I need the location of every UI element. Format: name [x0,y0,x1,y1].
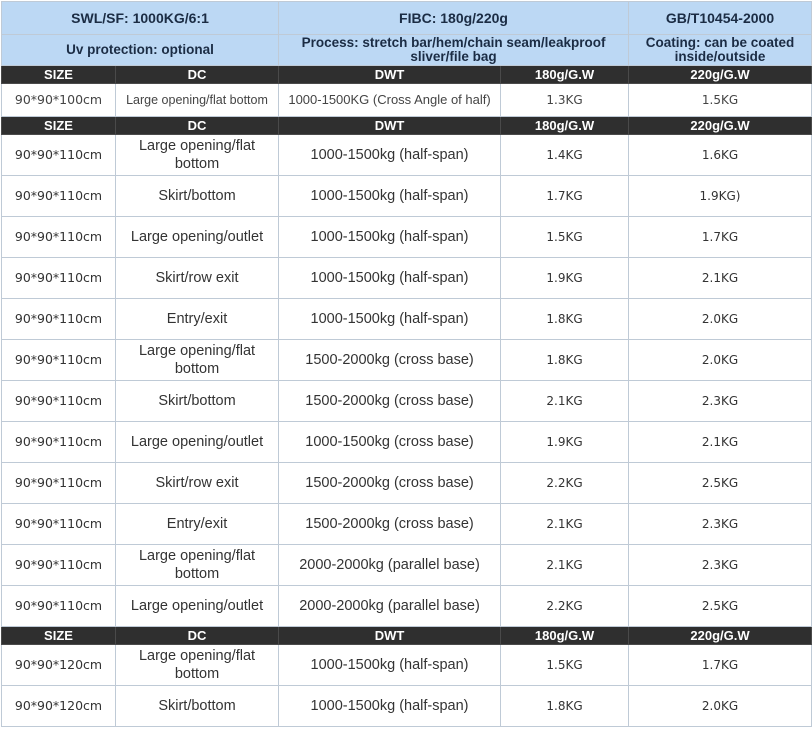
dwt-cell: 1000-1500kg (half-span) [279,135,501,176]
standard-cell: GB/T10454-2000 [629,2,812,35]
header-row-2 [2,35,812,66]
g180-cell: 2.1KG [501,504,629,545]
dc-cell: Large opening/outlet [116,217,279,258]
dwt-cell: 1000-1500kg (half-span) [279,217,501,258]
process-cell: Process: stretch bar/hem/chain seam/leakproof sliver/file bag [279,35,629,66]
dwt-cell: 2000-2000kg (parallel base) [279,586,501,627]
size-cell: 90*90*110cm [2,217,116,258]
g180-cell: 1.5KG [501,645,629,686]
table-row [2,217,812,258]
column-header-180g: 180g/G.W [501,117,629,135]
g220-cell: 2.3KG [629,381,812,422]
dwt-cell: 1000-1500kg (half-span) [279,686,501,727]
g180-cell: 1.9KG [501,422,629,463]
dc-cell: Entry/exit [116,504,279,545]
coating-cell: Coating: can be coated inside/outside [629,35,812,66]
g220-cell: 2.5KG [629,586,812,627]
g180-cell: 1.5KG [501,217,629,258]
column-header-size: SIZE [2,627,116,645]
dwt-cell: 1500-2000kg (cross base) [279,340,501,381]
size-cell: 90*90*110cm [2,586,116,627]
size-cell: 90*90*120cm [2,686,116,727]
g220-cell: 2.3KG [629,504,812,545]
g180-cell: 1.8KG [501,340,629,381]
size-cell: 90*90*120cm [2,645,116,686]
dc-cell: Entry/exit [116,299,279,340]
dwt-cell: 1000-1500kg (half-span) [279,176,501,217]
size-cell: 90*90*110cm [2,299,116,340]
g220-cell: 2.1KG [629,422,812,463]
column-header-dwt: DWT [279,66,501,84]
g180-cell: 1.4KG [501,135,629,176]
size-cell: 90*90*110cm [2,258,116,299]
g220-cell: 2.0KG [629,340,812,381]
column-header-dc: DC [116,66,279,84]
size-cell: 90*90*110cm [2,463,116,504]
size-cell: 90*90*110cm [2,340,116,381]
table-row [2,686,812,727]
fibc-spec-table [1,1,812,727]
g180-cell: 1.7KG [501,176,629,217]
g180-cell: 2.1KG [501,381,629,422]
uv-protection-cell: Uv protection: optional [2,35,279,66]
table-row [2,176,812,217]
dwt-cell: 1000-1500KG (Cross Angle of half) [279,84,501,117]
table-row [2,258,812,299]
size-cell: 90*90*110cm [2,381,116,422]
size-cell: 90*90*110cm [2,135,116,176]
column-header-row [2,627,812,645]
size-cell: 90*90*100cm [2,84,116,117]
column-header-size: SIZE [2,66,116,84]
g180-cell: 2.2KG [501,463,629,504]
column-header-220g: 220g/G.W [629,627,812,645]
dc-cell: Skirt/bottom [116,176,279,217]
header-row-1 [2,2,812,35]
swl-sf-cell: SWL/SF: 1000KG/6:1 [2,2,279,35]
g180-cell: 1.9KG [501,258,629,299]
g220-cell: 1.7KG [629,217,812,258]
g220-cell: 2.3KG [629,545,812,586]
column-header-dwt: DWT [279,627,501,645]
column-header-dc: DC [116,627,279,645]
dwt-cell: 1000-1500kg (cross base) [279,422,501,463]
dc-cell: Large opening/flat bottom [116,340,279,381]
size-cell: 90*90*110cm [2,176,116,217]
table-row [2,135,812,176]
dc-cell: Large opening/outlet [116,586,279,627]
dc-cell: Skirt/row exit [116,258,279,299]
size-cell: 90*90*110cm [2,504,116,545]
size-cell: 90*90*110cm [2,422,116,463]
dc-cell: Skirt/bottom [116,381,279,422]
g220-cell: 1.5KG [629,84,812,117]
dc-cell: Large opening/flat bottom [116,645,279,686]
g180-cell: 1.3KG [501,84,629,117]
g220-cell: 1.7KG [629,645,812,686]
table-row [2,463,812,504]
table-row [2,545,812,586]
dc-cell: Large opening/outlet [116,422,279,463]
dwt-cell: 1500-2000kg (cross base) [279,463,501,504]
g220-cell: 2.5KG [629,463,812,504]
column-header-180g: 180g/G.W [501,66,629,84]
column-header-size: SIZE [2,117,116,135]
column-header-220g: 220g/G.W [629,117,812,135]
column-header-220g: 220g/G.W [629,66,812,84]
column-header-row [2,66,812,84]
fibc-weight-cell: FIBC: 180g/220g [279,2,629,35]
g220-cell: 2.1KG [629,258,812,299]
table-row [2,645,812,686]
dwt-cell: 1500-2000kg (cross base) [279,504,501,545]
dc-cell: Large opening/flat bottom [116,545,279,586]
table-row [2,84,812,117]
g180-cell: 1.8KG [501,299,629,340]
table-row [2,299,812,340]
g220-cell: 2.0KG [629,686,812,727]
column-header-dc: DC [116,117,279,135]
column-header-180g: 180g/G.W [501,627,629,645]
dwt-cell: 1000-1500kg (half-span) [279,645,501,686]
dc-cell: Skirt/bottom [116,686,279,727]
dc-cell: Large opening/flat bottom [116,135,279,176]
column-header-row [2,117,812,135]
dc-cell: Large opening/flat bottom [116,84,279,117]
dwt-cell: 1500-2000kg (cross base) [279,381,501,422]
g180-cell: 1.8KG [501,686,629,727]
dc-cell: Skirt/row exit [116,463,279,504]
dwt-cell: 1000-1500kg (half-span) [279,258,501,299]
g220-cell: 2.0KG [629,299,812,340]
g180-cell: 2.2KG [501,586,629,627]
dwt-cell: 2000-2000kg (parallel base) [279,545,501,586]
column-header-dwt: DWT [279,117,501,135]
g220-cell: 1.9KG) [629,176,812,217]
table-row [2,422,812,463]
g220-cell: 1.6KG [629,135,812,176]
dwt-cell: 1000-1500kg (half-span) [279,299,501,340]
table-row [2,586,812,627]
table-row [2,340,812,381]
table-row [2,381,812,422]
table-row [2,504,812,545]
size-cell: 90*90*110cm [2,545,116,586]
g180-cell: 2.1KG [501,545,629,586]
